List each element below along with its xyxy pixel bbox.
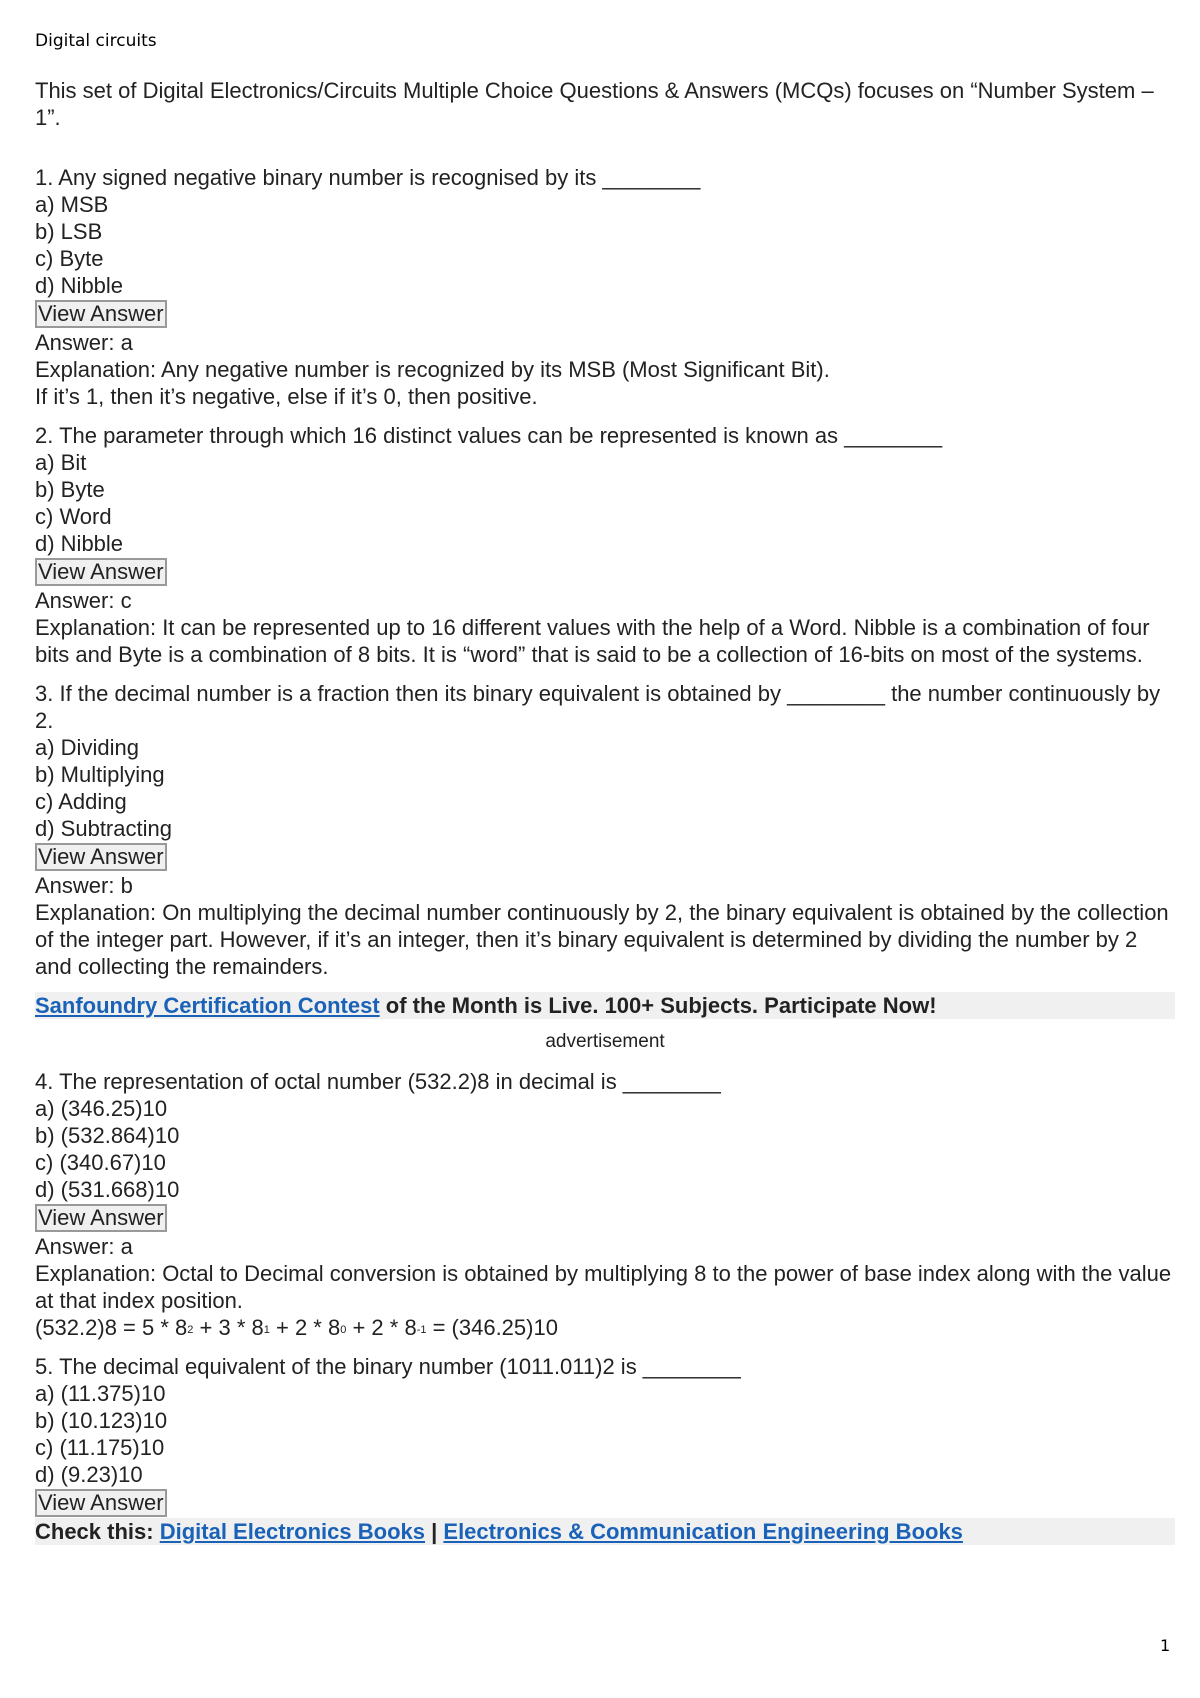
explanation-text: Explanation: Any negative number is recognized by its MSB (Most Significant Bit).	[35, 357, 830, 382]
question-text: 3. If the decimal number is a fraction then its binary equivalent is obtained by ________ the number continuously by 2.	[35, 681, 1161, 733]
exponent: -1	[416, 1324, 427, 1336]
question-text: 5. The decimal equivalent of the binary number (1011.011)2 is ________	[35, 1354, 741, 1379]
page-number: 1	[1160, 1636, 1171, 1655]
option: d) Nibble	[35, 273, 124, 298]
formula-part: + 2 * 8	[269, 1315, 341, 1340]
question-block	[35, 422, 1175, 668]
answer-text: Answer: a	[35, 330, 133, 355]
option: a) Dividing	[35, 735, 139, 760]
formula-part: (532.2)8 = 5 * 8	[35, 1315, 188, 1340]
explanation-text: Explanation: On multiplying the decimal number continuously by 2, the binary equivalent is obtained by the collection of the integer part. However, if it’s an integer, then it’s binary equivalent is determined by dividing the number by 2 and collecting the remainders.	[35, 900, 1169, 979]
option: b) Multiplying	[35, 762, 165, 787]
option: d) (531.668)10	[35, 1177, 180, 1202]
question-block	[35, 1068, 1175, 1341]
separator: |	[425, 1519, 444, 1544]
explanation-text: Explanation: Octal to Decimal conversion is obtained by multiplying 8 to the power of base index along with the value at that index position.	[35, 1261, 1172, 1313]
option: c) (11.175)10	[35, 1435, 165, 1460]
option: c) Adding	[35, 789, 127, 814]
option: a) (346.25)10	[35, 1096, 168, 1121]
exponent: 2	[187, 1324, 194, 1336]
option: b) (10.123)10	[35, 1408, 168, 1433]
view-answer-button[interactable]: View Answer	[35, 843, 167, 871]
document-title: Digital circuits	[35, 31, 157, 51]
explanation-text: Explanation: It can be represented up to 16 different values with the help of a Word. Nibble is a combination of four bits and Byte is a combination of 8 bits. It is “word” that is said to be a collection of 16-bits on most of the systems.	[35, 615, 1150, 667]
option: d) Subtracting	[35, 816, 172, 841]
explanation-text: If it’s 1, then it’s negative, else if it’s 0, then positive.	[35, 384, 538, 409]
exponent: 0	[340, 1324, 347, 1336]
question-text: 4. The representation of octal number (532.2)8 in decimal is ________	[35, 1069, 721, 1094]
formula	[35, 1314, 1175, 1341]
option: c) Word	[35, 504, 112, 529]
option: c) (340.67)10	[35, 1150, 166, 1175]
promo-link[interactable]: Sanfoundry Certification Contest	[35, 993, 380, 1018]
answer-text: Answer: b	[35, 873, 133, 898]
option: b) (532.864)10	[35, 1123, 180, 1148]
answer-text: Answer: a	[35, 1234, 133, 1259]
check-links	[35, 1518, 1175, 1545]
question-block	[35, 1353, 1175, 1518]
question-text: 1. Any signed negative binary number is recognised by its ________	[35, 165, 701, 190]
option: c) Byte	[35, 246, 104, 271]
intro-text: This set of Digital Electronics/Circuits Multiple Choice Questions & Answers (MCQs) focuses on “Number System – 1”.	[35, 78, 1154, 130]
question-block	[35, 164, 1175, 410]
promo-text: of the Month is Live. 100+ Subjects. Participate Now!	[379, 993, 937, 1018]
promo-banner	[35, 992, 1175, 1019]
view-answer-button[interactable]: View Answer	[35, 1204, 167, 1232]
option: a) MSB	[35, 192, 109, 217]
formula-part: + 3 * 8	[193, 1315, 264, 1340]
option: d) (9.23)10	[35, 1462, 143, 1487]
view-answer-button[interactable]: View Answer	[35, 300, 167, 328]
option: b) Byte	[35, 477, 105, 502]
ece-books-link[interactable]: Electronics & Communication Engineering Books	[443, 1519, 963, 1544]
question-block	[35, 680, 1175, 980]
option: a) Bit	[35, 450, 87, 475]
question-text: 2. The parameter through which 16 distinct values can be represented is known as ________	[35, 423, 943, 448]
exponent: 1	[263, 1324, 270, 1336]
option: a) (11.375)10	[35, 1381, 166, 1406]
digital-electronics-books-link[interactable]: Digital Electronics Books	[159, 1519, 425, 1544]
advertisement-label: advertisement	[545, 1031, 665, 1052]
view-answer-button[interactable]: View Answer	[35, 1489, 167, 1517]
view-answer-button[interactable]: View Answer	[35, 558, 167, 586]
formula-part: = (346.25)10	[426, 1315, 558, 1340]
document-page	[35, 30, 1175, 1545]
option: d) Nibble	[35, 531, 124, 556]
option: b) LSB	[35, 219, 103, 244]
formula-part: + 2 * 8	[346, 1315, 417, 1340]
answer-text: Answer: c	[35, 588, 132, 613]
check-label: Check this:	[35, 1519, 160, 1544]
